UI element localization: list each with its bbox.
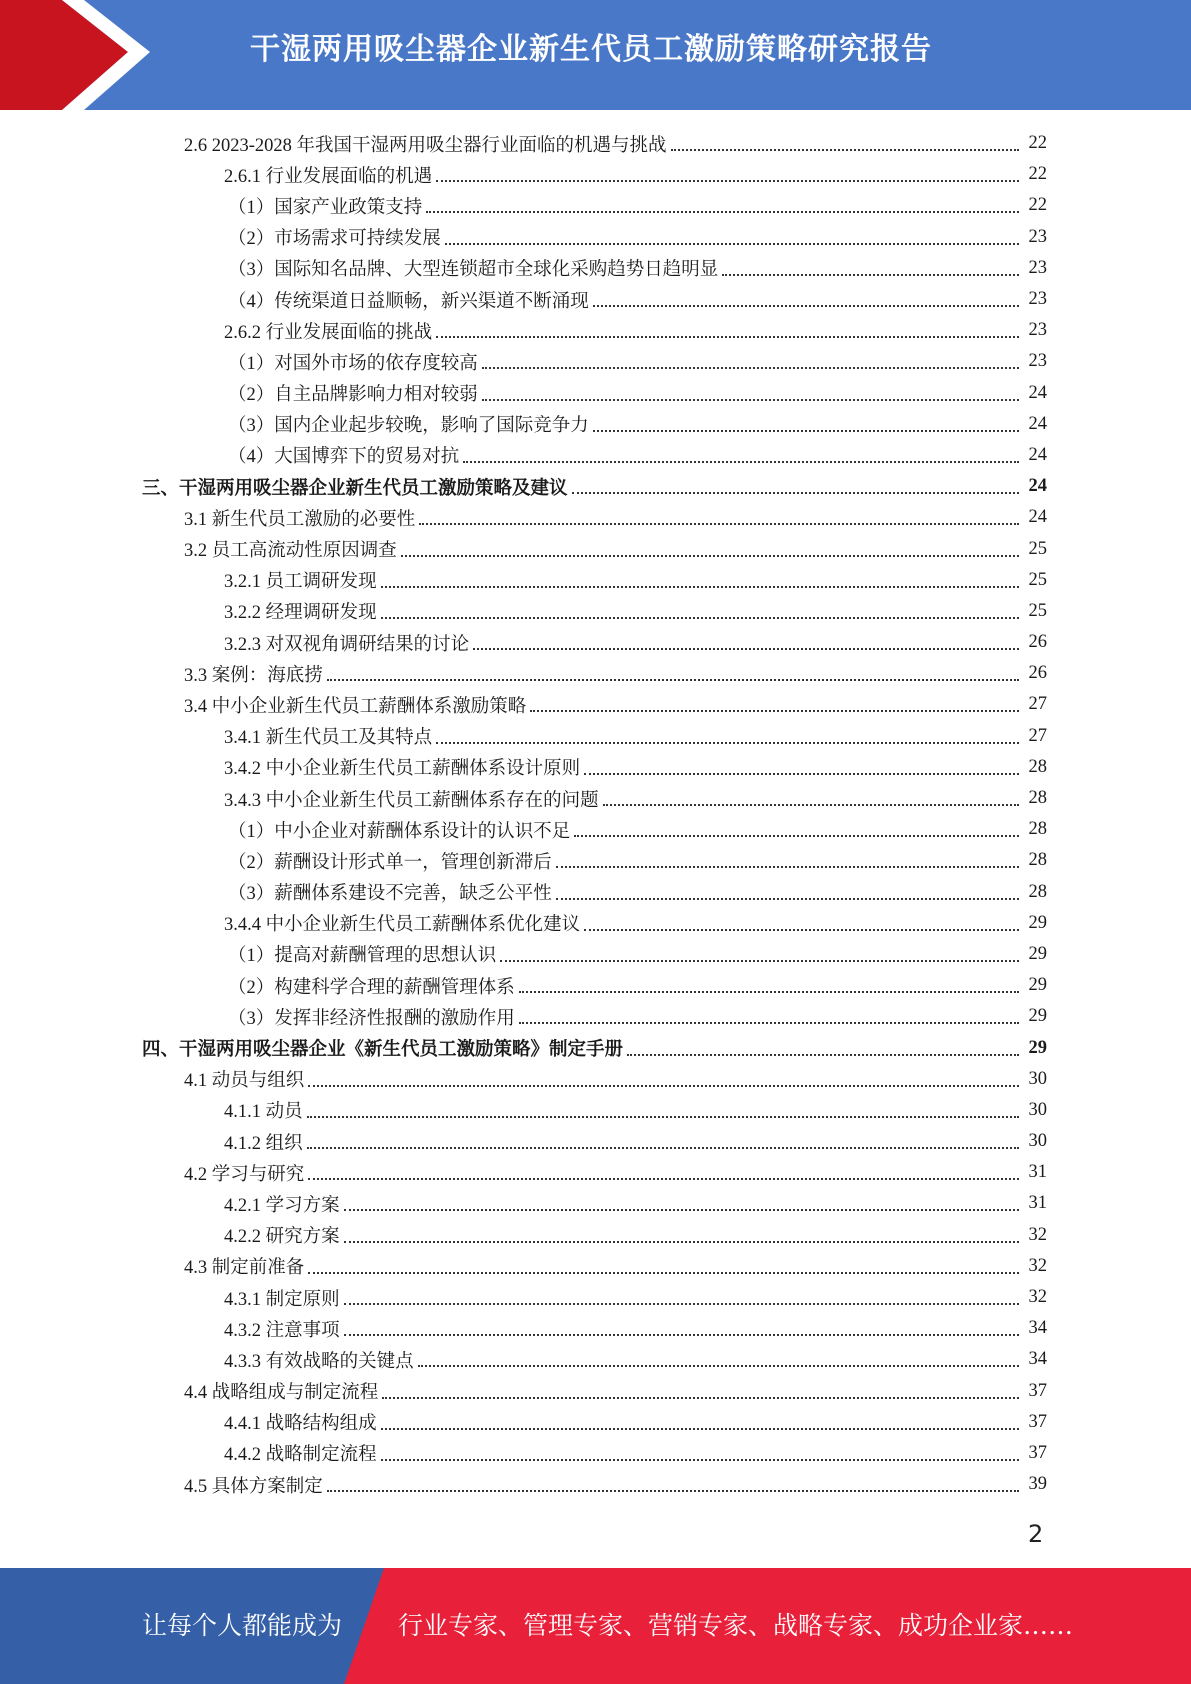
toc-entry[interactable]	[0, 1188, 1191, 1219]
toc-entry-page: 30	[1028, 1099, 1047, 1120]
toc-entry[interactable]	[0, 1313, 1191, 1344]
toc-entry[interactable]	[0, 284, 1191, 315]
toc-dot-leader	[722, 273, 1019, 276]
toc-dot-leader	[593, 429, 1019, 432]
toc-entry[interactable]	[0, 1344, 1191, 1375]
toc-dot-leader	[627, 1053, 1019, 1056]
footer-slogan-left: 让每个人都能成为	[142, 1611, 343, 1640]
toc-dot-leader	[419, 522, 1019, 525]
toc-entry-label: （3）发挥非经济性报酬的激励作用	[228, 1008, 515, 1029]
toc-dot-leader	[482, 398, 1019, 401]
toc-dot-leader	[382, 1396, 1019, 1399]
toc-entry[interactable]	[0, 939, 1191, 970]
toc-entry-page: 28	[1028, 881, 1047, 902]
toc-entry[interactable]	[0, 440, 1191, 471]
toc-entry-page: 28	[1028, 788, 1047, 809]
toc-entry[interactable]	[0, 908, 1191, 939]
toc-dot-leader	[381, 616, 1019, 619]
toc-entry-label: 4.5 具体方案制定	[184, 1476, 323, 1497]
toc-entry-label: 4.1 动员与组织	[184, 1071, 305, 1092]
toc-entry-label: 4.3.3 有效战略的关键点	[224, 1351, 414, 1372]
toc-dot-leader	[584, 928, 1019, 931]
toc-entry-page: 27	[1028, 694, 1047, 715]
toc-entry-page: 25	[1028, 569, 1047, 590]
toc-entry-label: 3.4.3 中小企业新生代员工薪酬体系存在的问题	[224, 790, 599, 811]
toc-entry[interactable]	[0, 409, 1191, 440]
toc-entry-page: 25	[1028, 538, 1047, 559]
toc-entry[interactable]	[0, 1032, 1191, 1063]
toc-entry[interactable]	[0, 1407, 1191, 1438]
toc-entry[interactable]	[0, 378, 1191, 409]
toc-entry[interactable]	[0, 721, 1191, 752]
toc-entry-page: 30	[1028, 1131, 1047, 1152]
toc-dot-leader	[482, 366, 1019, 369]
toc-dot-leader	[327, 1489, 1019, 1492]
toc-entry-page: 32	[1028, 1255, 1047, 1276]
toc-entry-label: （1）国家产业政策支持	[228, 197, 423, 218]
toc-dot-leader	[381, 1458, 1019, 1461]
toc-dot-leader	[418, 1364, 1019, 1367]
toc-entry-page: 23	[1028, 351, 1047, 372]
toc-dot-leader	[401, 554, 1019, 557]
toc-dot-leader	[519, 1021, 1019, 1024]
toc-entry-page: 26	[1028, 632, 1047, 653]
toc-entry-page: 29	[1028, 975, 1047, 996]
toc-entry-page: 28	[1028, 756, 1047, 777]
toc-entry-label: （2）市场需求可持续发展	[228, 229, 441, 250]
toc-entry-page: 32	[1028, 1224, 1047, 1245]
toc-entry-label: 四、干湿两用吸尘器企业《新生代员工激励策略》制定手册	[142, 1040, 624, 1061]
toc-entry-label: 4.3.2 注意事项	[224, 1320, 340, 1341]
toc-entry[interactable]	[0, 845, 1191, 876]
toc-entry-label: 3.4.4 中小企业新生代员工薪酬体系优化建议	[224, 915, 581, 936]
toc-dot-leader	[463, 460, 1019, 463]
toc-entry[interactable]	[0, 1220, 1191, 1251]
toc-entry[interactable]	[0, 346, 1191, 377]
toc-dot-leader	[519, 990, 1019, 993]
toc-dot-leader	[308, 1084, 1019, 1087]
toc-entry[interactable]	[0, 1438, 1191, 1469]
toc-entry[interactable]	[0, 222, 1191, 253]
toc-dot-leader	[344, 1333, 1019, 1336]
toc-entry-label: 3.3 案例：海底捞	[184, 665, 323, 686]
toc-entry-page: 31	[1028, 1162, 1047, 1183]
toc-dot-leader	[308, 1177, 1019, 1180]
toc-entry[interactable]	[0, 658, 1191, 689]
toc-entry-label: 4.1.1 动员	[224, 1102, 303, 1123]
toc-entry-label: 3.2.1 员工调研发现	[224, 572, 377, 593]
toc-entry-page: 28	[1028, 850, 1047, 871]
toc-entry-label: （3）国际知名品牌、大型连锁超市全球化采购趋势日趋明显	[228, 260, 719, 281]
toc-entry[interactable]	[0, 1064, 1191, 1095]
toc-dot-leader	[436, 741, 1019, 744]
table-of-contents	[0, 128, 1191, 1500]
toc-entry-page: 24	[1028, 413, 1047, 434]
report-title: 干湿两用吸尘器企业新生代员工激励策略研究报告	[250, 32, 932, 67]
toc-entry[interactable]	[0, 1282, 1191, 1313]
toc-entry-page: 24	[1028, 507, 1047, 528]
toc-entry[interactable]	[0, 689, 1191, 720]
toc-entry-label: 4.2.1 学习方案	[224, 1195, 340, 1216]
toc-entry[interactable]	[0, 1469, 1191, 1500]
toc-entry-label: （2）自主品牌影响力相对较弱	[228, 385, 478, 406]
footer-slogan-right: 行业专家、管理专家、营销专家、战略专家、成功企业家……	[398, 1611, 1074, 1640]
toc-entry[interactable]	[0, 814, 1191, 845]
toc-dot-leader	[344, 1302, 1019, 1305]
toc-entry[interactable]	[0, 627, 1191, 658]
toc-entry-page: 24	[1028, 382, 1047, 403]
toc-entry-label: （3）薪酬体系建设不完善，缺乏公平性	[228, 884, 552, 905]
toc-dot-leader	[381, 585, 1019, 588]
toc-dot-leader	[307, 1146, 1019, 1149]
toc-entry-page: 24	[1028, 444, 1047, 465]
toc-entry-label: 2.6.1 行业发展面临的机遇	[224, 166, 433, 187]
toc-entry-label: （2）构建科学合理的薪酬管理体系	[228, 977, 515, 998]
toc-entry-page: 28	[1028, 819, 1047, 840]
toc-dot-leader	[327, 678, 1019, 681]
toc-entry-label: 4.4 战略组成与制定流程	[184, 1383, 379, 1404]
toc-entry-label: （3）国内企业起步较晚，影响了国际竞争力	[228, 416, 589, 437]
toc-entry-page: 25	[1028, 600, 1047, 621]
toc-dot-leader	[445, 242, 1019, 245]
toc-entry-page: 29	[1028, 1006, 1047, 1027]
toc-entry-label: 3.4 中小企业新生代员工薪酬体系激励策略	[184, 696, 527, 717]
toc-dot-leader	[572, 491, 1019, 494]
toc-entry-page: 37	[1028, 1380, 1047, 1401]
page-footer	[0, 1568, 1191, 1684]
toc-dot-leader	[574, 834, 1019, 837]
toc-entry-label: 三、干湿两用吸尘器企业新生代员工激励策略及建议	[142, 478, 568, 499]
toc-dot-leader	[556, 865, 1019, 868]
toc-entry-label: （4）大国博弈下的贸易对抗	[228, 447, 460, 468]
toc-entry-page: 29	[1028, 1037, 1047, 1058]
toc-entry-page: 23	[1028, 289, 1047, 310]
toc-dot-leader	[344, 1208, 1019, 1211]
toc-entry-label: 4.4.1 战略结构组成	[224, 1414, 377, 1435]
toc-entry-page: 23	[1028, 226, 1047, 247]
toc-entry[interactable]	[0, 877, 1191, 908]
toc-entry-label: 3.4.2 中小企业新生代员工薪酬体系设计原则	[224, 759, 581, 780]
toc-entry[interactable]	[0, 1157, 1191, 1188]
toc-entry-label: 4.2.2 研究方案	[224, 1227, 340, 1248]
toc-entry-label: 4.3 制定前准备	[184, 1258, 305, 1279]
toc-entry-label: （1）对国外市场的依存度较高	[228, 353, 478, 374]
toc-entry-page: 27	[1028, 725, 1047, 746]
toc-entry-label: （2）薪酬设计形式单一，管理创新滞后	[228, 852, 552, 873]
toc-entry-label: 2.6 2023-2028 年我国干湿两用吸尘器行业面临的机遇与挑战	[184, 135, 667, 156]
toc-entry-page: 31	[1028, 1193, 1047, 1214]
toc-entry-page: 23	[1028, 257, 1047, 278]
toc-entry-page: 34	[1028, 1349, 1047, 1370]
toc-dot-leader	[426, 210, 1019, 213]
toc-dot-leader	[584, 772, 1019, 775]
toc-entry-page: 22	[1028, 133, 1047, 154]
toc-entry-label: （1）中小企业对薪酬体系设计的认识不足	[228, 821, 571, 842]
toc-entry[interactable]	[0, 783, 1191, 814]
toc-dot-leader	[530, 709, 1019, 712]
toc-entry[interactable]	[0, 1376, 1191, 1407]
toc-dot-leader	[593, 304, 1019, 307]
toc-dot-leader	[473, 647, 1019, 650]
toc-entry[interactable]	[0, 565, 1191, 596]
toc-entry[interactable]	[0, 253, 1191, 284]
toc-entry[interactable]	[0, 190, 1191, 221]
toc-entry-label: 3.4.1 新生代员工及其特点	[224, 728, 433, 749]
toc-entry-label: 4.2 学习与研究	[184, 1164, 305, 1185]
toc-entry-page: 39	[1028, 1474, 1047, 1495]
toc-dot-leader	[308, 1271, 1019, 1274]
toc-entry-label: 4.4.2 战略制定流程	[224, 1445, 377, 1466]
toc-entry-page: 29	[1028, 912, 1047, 933]
toc-entry[interactable]	[0, 596, 1191, 627]
toc-entry[interactable]	[0, 159, 1191, 190]
toc-dot-leader	[556, 897, 1019, 900]
toc-dot-leader	[671, 148, 1019, 151]
toc-entry-label: 4.3.1 制定原则	[224, 1289, 340, 1310]
toc-dot-leader	[381, 1427, 1019, 1430]
toc-entry[interactable]	[0, 1095, 1191, 1126]
toc-entry[interactable]	[0, 502, 1191, 533]
toc-entry-page: 37	[1028, 1411, 1047, 1432]
toc-entry[interactable]	[0, 970, 1191, 1001]
page-number: 2	[1028, 1520, 1044, 1548]
toc-dot-leader	[307, 1115, 1019, 1118]
toc-entry-page: 32	[1028, 1287, 1047, 1308]
toc-entry[interactable]	[0, 315, 1191, 346]
toc-entry[interactable]	[0, 533, 1191, 564]
toc-entry[interactable]	[0, 1001, 1191, 1032]
toc-entry-page: 22	[1028, 195, 1047, 216]
toc-entry-page: 26	[1028, 663, 1047, 684]
toc-dot-leader	[436, 335, 1019, 338]
toc-entry-page: 34	[1028, 1318, 1047, 1339]
toc-entry-label: 3.2.2 经理调研发现	[224, 603, 377, 624]
toc-entry-label: 4.1.2 组织	[224, 1133, 303, 1154]
toc-entry[interactable]	[0, 1126, 1191, 1157]
page-header	[0, 0, 1191, 110]
toc-entry-label: 3.1 新生代员工激励的必要性	[184, 509, 416, 530]
toc-entry-page: 24	[1028, 476, 1047, 497]
toc-entry[interactable]	[0, 128, 1191, 159]
toc-entry-label: 3.2 员工高流动性原因调查	[184, 541, 397, 562]
toc-entry-label: 2.6.2 行业发展面临的挑战	[224, 322, 433, 343]
toc-entry[interactable]	[0, 752, 1191, 783]
toc-entry[interactable]	[0, 471, 1191, 502]
toc-entry-label: （4）传统渠道日益顺畅，新兴渠道不断涌现	[228, 291, 589, 312]
toc-dot-leader	[500, 959, 1019, 962]
toc-entry-page: 22	[1028, 164, 1047, 185]
toc-entry-page: 30	[1028, 1068, 1047, 1089]
toc-dot-leader	[436, 179, 1019, 182]
toc-dot-leader	[603, 803, 1019, 806]
toc-entry-page: 29	[1028, 943, 1047, 964]
toc-entry-page: 23	[1028, 320, 1047, 341]
toc-entry[interactable]	[0, 1251, 1191, 1282]
toc-entry-page: 37	[1028, 1442, 1047, 1463]
toc-entry-label: （1）提高对薪酬管理的思想认识	[228, 946, 497, 967]
toc-entry-label: 3.2.3 对双视角调研结果的讨论	[224, 634, 470, 655]
toc-dot-leader	[344, 1240, 1019, 1243]
